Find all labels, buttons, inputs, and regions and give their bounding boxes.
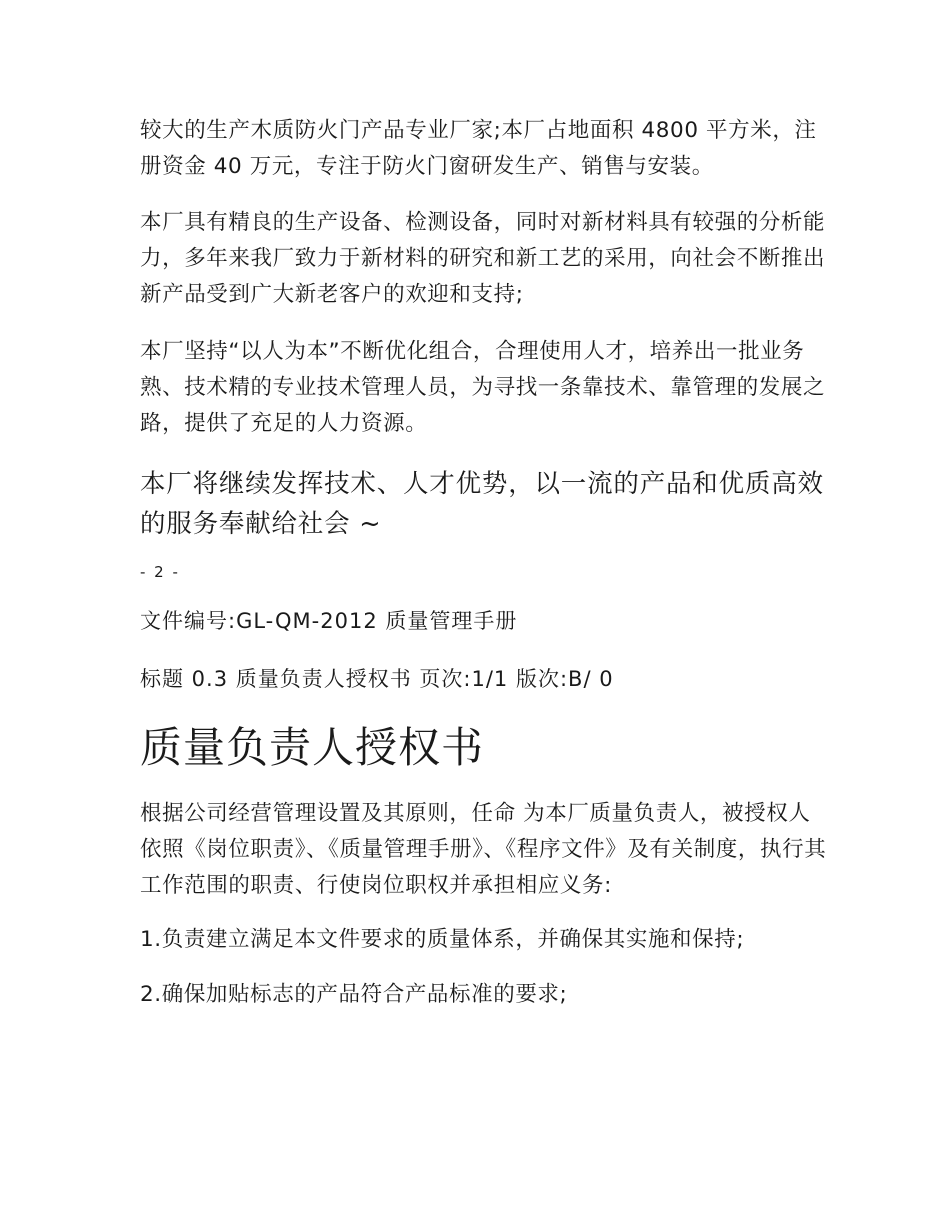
company-intro-paragraph: 较大的生产木质防火门产品专业厂家;本厂占地面积 4800 平方米，注册资金 40 万元，专注于防火门窗研发生产、销售与安装。 bbox=[140, 118, 817, 179]
duty-item: 1.负责建立满足本文件要求的质量体系，并确保其实施和保持; bbox=[140, 927, 745, 952]
document-info-line: 标题 0.3 质量负责人授权书 页次:1/1 版次:B/ 0 bbox=[140, 667, 614, 691]
authorization-title: 质量负责人授权书 bbox=[140, 723, 485, 772]
document-number-line: 文件编号:GL-QM-2012 质量管理手册 bbox=[140, 609, 518, 633]
authorization-basis-paragraph: 根据公司经营管理设置及其原则，任命 为本厂质量负责人，被授权人依照《岗位职责》、《质量管理手册》、《程序文件》及有关制度，执行其工作范围的职责、行使岗位职权并承担相应义务: bbox=[140, 801, 827, 898]
duty-item: 2.确保加贴标志的产品符合产品标准的要求; bbox=[140, 982, 568, 1007]
page-number: - 2 - bbox=[140, 563, 180, 581]
continue-paragraph: 本厂将继续发挥技术、人才优势，以一流的产品和优质高效的服务奉献给社会 ~ bbox=[140, 469, 824, 539]
talent-paragraph: 本厂坚持“以人为本”不断优化组合，合理使用人才，培养出一批业务熟、技术精的专业技术管理人员，为寻找一条靠技术、靠管理的发展之路，提供了充足的人力资源。 bbox=[140, 339, 826, 436]
equipment-paragraph: 本厂具有精良的生产设备、检测设备，同时对新材料具有较强的分析能力，多年来我厂致力于新材料的研究和新工艺的采用，向社会不断推出新产品受到广大新老客户的欢迎和支持; bbox=[140, 210, 826, 307]
document-page bbox=[140, 113, 830, 1013]
